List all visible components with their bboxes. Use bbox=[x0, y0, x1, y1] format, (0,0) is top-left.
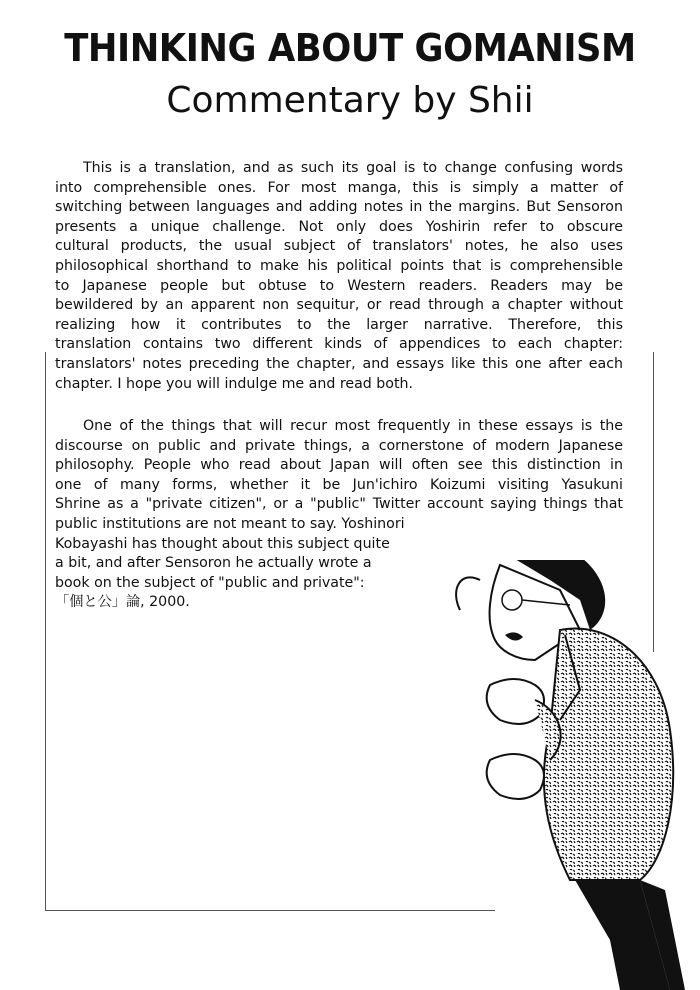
frame-border-bottom bbox=[45, 910, 495, 911]
text-line: 「個と公」論, 2000. bbox=[55, 594, 190, 611]
text-line: philosophy. People who read about Japan will often see this distinction in bbox=[55, 457, 623, 474]
page-subtitle: Commentary by Shii bbox=[166, 80, 534, 121]
text-line: This is a translation, and as such its goal is to change confusing words bbox=[83, 160, 623, 176]
page-title: THINKING ABOUT GOMANISM bbox=[64, 26, 636, 70]
frame-border-left bbox=[45, 352, 46, 910]
text-line: public institutions are not meant to say. Yoshinori bbox=[55, 515, 405, 532]
text-line: presents a unique challenge. Not only does Yoshirin refer to obscure bbox=[55, 218, 623, 235]
text-line: bewildered by an apparent non sequitur, or read through a chapter without bbox=[55, 297, 623, 314]
text-line: translation contains two different kinds of appendices to each chapter: bbox=[55, 336, 623, 353]
text-line: philosophical shorthand to make his political points that is comprehensible bbox=[55, 257, 623, 274]
manga-character-illustration bbox=[440, 560, 700, 990]
text-line: Shrine as a "private citizen", or a "public" Twitter account saying things that bbox=[55, 496, 623, 513]
text-line: to Japanese people but obtuse to Western readers. Readers may be bbox=[55, 277, 623, 294]
text-line: translators' notes preceding the chapter, and essays like this one after each bbox=[55, 355, 623, 372]
text-line: book on the subject of "public and private": bbox=[55, 574, 365, 591]
text-line: switching between languages and adding notes in the margins. But Sensoron bbox=[55, 199, 623, 216]
text-line: one of many forms, whether it be Jun'ichiro Koizumi visiting Yasukuni bbox=[55, 476, 623, 493]
text-line: chapter. I hope you will indulge me and read both. bbox=[55, 375, 414, 392]
text-line: realizing how it contributes to the larger narrative. Therefore, this bbox=[55, 316, 623, 333]
text-line: discourse on public and private things, a cornerstone of modern Japanese bbox=[55, 437, 623, 454]
text-line: One of the things that will recur most frequently in these essays is the bbox=[83, 418, 623, 434]
text-line: Kobayashi has thought about this subject quite bbox=[55, 535, 390, 552]
text-line: a bit, and after Sensoron he actually wrote a bbox=[55, 555, 372, 572]
text-line: cultural products, the usual subject of translators' notes, he also uses bbox=[55, 238, 623, 255]
text-line: into comprehensible ones. For most manga, this is simply a matter of bbox=[55, 179, 623, 196]
paragraph-intro bbox=[55, 159, 623, 394]
